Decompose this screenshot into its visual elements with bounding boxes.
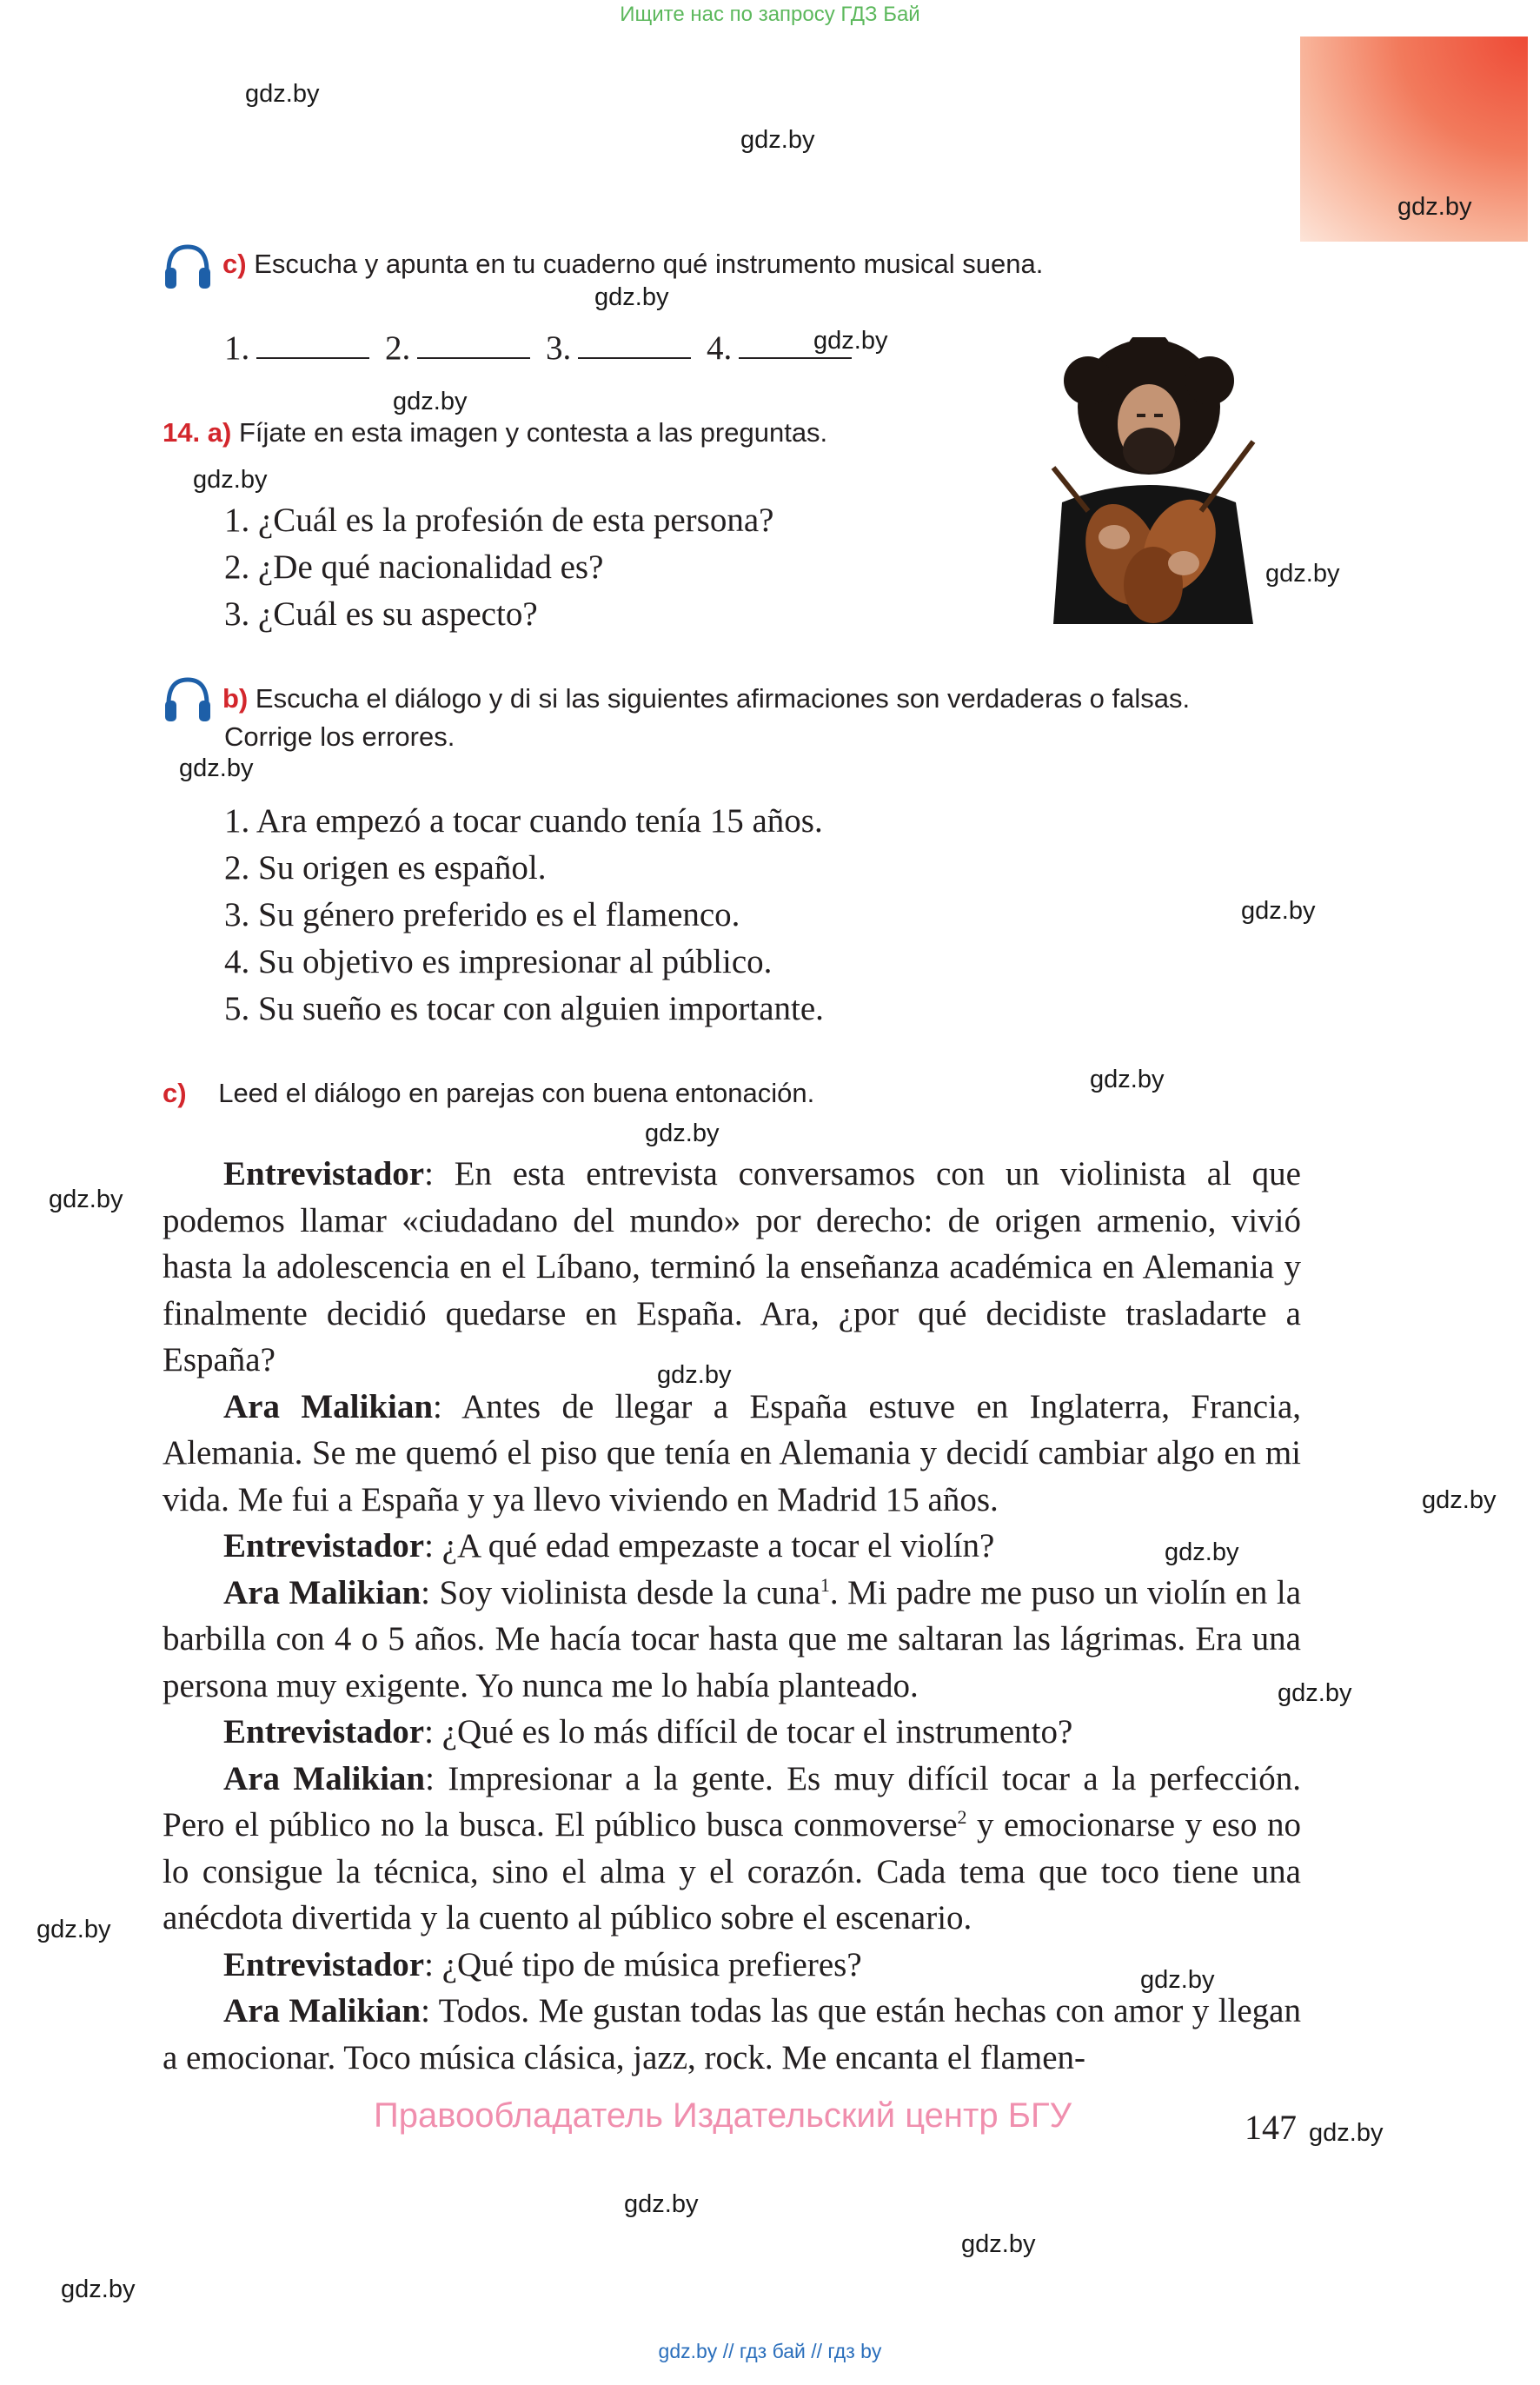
instruction-text: Escucha y apunta en tu cuaderno qué instrumento musical suena.	[254, 249, 1044, 279]
footnote-marker: 1	[820, 1573, 830, 1596]
question-item: 3. ¿Cuál es su aspecto?	[224, 595, 538, 633]
answer-blank[interactable]	[739, 331, 852, 359]
headphones-icon	[162, 240, 214, 292]
headphones-icon	[162, 673, 214, 725]
turn-text: : Impresionar a la gente. Es muy difícil tocar a la perfección. Pero el público no la busca. El público busca conmoverse	[163, 1759, 1301, 1844]
statement-item: 3. Su género preferido es el flamenco.	[224, 896, 740, 933]
watermark: gdz.by	[37, 1916, 111, 1943]
exercise-number: 14.	[163, 417, 201, 448]
watermark: gdz.by	[49, 1186, 123, 1213]
statement-item: 2. Su origen es español.	[224, 849, 547, 887]
exercise-label: b)	[222, 683, 249, 714]
question-item: 2. ¿De qué nacionalidad es?	[224, 548, 604, 586]
speaker-name: Entrevistador	[223, 1713, 425, 1751]
exercise-14a-instruction	[163, 417, 827, 448]
speaker-name: Ara Malikian	[223, 1573, 422, 1611]
speaker-name: Entrevistador	[223, 1945, 425, 1983]
rights-holder-notice: Правообладатель Издательский центр БГУ	[374, 2096, 1072, 2135]
instruction-text: Fíjate en esta imagen y contesta a las preguntas.	[238, 417, 828, 448]
statement-item: 1. Ara empezó a tocar cuando tenía 15 años.	[224, 802, 823, 840]
instruction-text: Corrige los errores.	[224, 721, 455, 752]
exercise-label: a)	[207, 417, 232, 448]
speaker-name: Ara Malikian	[223, 1387, 434, 1425]
watermark: gdz.by	[1422, 1486, 1497, 1514]
speaker-name: Entrevistador	[223, 1527, 425, 1565]
top-note[interactable]: Ищите нас по запросу ГДЗ Бай	[620, 3, 920, 26]
turn-text: : ¿Qué tipo de música prefieres?	[424, 1945, 862, 1983]
interview-dialogue	[163, 1151, 1301, 2081]
answer-blank[interactable]	[578, 331, 691, 359]
watermark: gdz.by	[61, 2275, 136, 2303]
turn-text: : En esta entrevista conversamos con un violinista al que podemos llamar «ciudadano del mundo» por derecho: de origen armenio, vivió hasta la adolescencia en el Líbano, terminó la enseñanza académica en Alemania y finalmente decidió quedarse en España. Ara, ¿por qué decidiste trasladarte a España?	[163, 1155, 1301, 1379]
question-item: 1. ¿Cuál es la profesión de esta persona?	[224, 502, 774, 539]
turn-text: : Todos. Me gustan todas las que están hechas con amor y llegan a emocionar. Toco música clásica, jazz, rock. Me encanta el flamen-	[163, 1992, 1301, 2076]
turn-text: : ¿Qué es lo más difícil de tocar el instrumento?	[424, 1713, 1073, 1751]
dialogue-turn	[163, 1151, 1301, 1384]
exercise-label: c)	[222, 249, 247, 279]
statement-item: 5. Su sueño es tocar con alguien importante.	[224, 990, 824, 1027]
watermark: gdz.by	[1090, 1066, 1165, 1093]
watermark: gdz.by	[393, 388, 468, 415]
answer-blank[interactable]	[417, 331, 530, 359]
turn-text: . Mi padre me puso un violín en la barbilla con 4 o 5 años. Me hacía tocar hasta que me saltaran las lágrimas. Era una persona muy exigente. Yo nunca me lo había planteado.	[163, 1573, 1302, 1704]
exercise-14b-instruction	[222, 683, 1190, 714]
violinist-photo	[1036, 337, 1262, 624]
watermark: gdz.by	[594, 283, 669, 311]
watermark: gdz.by	[1241, 897, 1316, 925]
watermark: gdz.by	[961, 2230, 1036, 2258]
blank-number: 4.	[707, 329, 733, 367]
watermark: gdz.by	[179, 754, 254, 782]
turn-text: : Antes de llegar a España estuve en Inglaterra, Francia, Alemania. Se me quemó el piso que tenía en Alemania y decidí cambiar algo en mi vida. Me fui a España y ya llevo viviendo en Madrid 15 años.	[163, 1387, 1302, 1518]
watermark: gdz.by	[245, 80, 320, 108]
instruction-text: Leed el diálogo en parejas con buena entonación.	[218, 1078, 815, 1108]
exercise-13c-instruction	[222, 249, 1043, 280]
watermark: gdz.by	[193, 466, 268, 494]
bottom-note[interactable]: gdz.by // гдз бай // гдз by	[658, 2340, 882, 2362]
watermark: gdz.by	[624, 2190, 699, 2218]
dialogue-turn	[163, 1570, 1301, 1710]
watermark: gdz.by	[657, 1361, 732, 1389]
turn-text: y emocionarse y eso no lo consigue la técnica, sino el alma y el corazón. Cada tema que toco tiene una anécdota divertida y la cuento al público sobre el escenario.	[163, 1806, 1301, 1937]
speaker-name: Ara Malikian	[223, 1759, 426, 1797]
dialogue-turn	[163, 1523, 1301, 1570]
footnote-marker: 2	[957, 1806, 967, 1828]
dialogue-turn	[163, 1709, 1301, 1756]
watermark: gdz.by	[1397, 193, 1472, 221]
watermark: gdz.by	[1165, 1538, 1239, 1566]
exercise-label: c)	[163, 1078, 187, 1108]
statement-item: 4. Su objetivo es impresionar al público.	[224, 943, 773, 980]
dialogue-turn	[163, 1384, 1301, 1524]
dialogue-turn	[163, 1756, 1301, 1942]
dialogue-turn	[163, 1942, 1301, 1989]
watermark: gdz.by	[1265, 560, 1340, 588]
turn-text: : Soy violinista desde la cuna	[421, 1573, 820, 1611]
blank-number: 1.	[224, 329, 250, 367]
dialogue-turn	[163, 1988, 1301, 2081]
answer-blanks	[224, 329, 859, 368]
watermark: gdz.by	[645, 1119, 720, 1147]
watermark: gdz.by	[740, 126, 815, 154]
turn-text: : ¿A qué edad empezaste a tocar el violín?	[424, 1527, 995, 1565]
instruction-text: Escucha el diálogo y di si las siguientes afirmaciones son verdaderas o falsas.	[255, 683, 1191, 714]
blank-number: 2.	[385, 329, 411, 367]
answer-blank[interactable]	[256, 331, 369, 359]
watermark: gdz.by	[1309, 2119, 1384, 2147]
page-number: 147	[1245, 2108, 1297, 2147]
speaker-name: Entrevistador	[223, 1155, 425, 1192]
blank-number: 3.	[546, 329, 572, 367]
speaker-name: Ara Malikian	[223, 1992, 422, 2030]
watermark: gdz.by	[1140, 1966, 1215, 1994]
watermark: gdz.by	[1278, 1679, 1352, 1707]
watermark: gdz.by	[813, 327, 888, 355]
exercise-14c-instruction	[163, 1078, 814, 1109]
